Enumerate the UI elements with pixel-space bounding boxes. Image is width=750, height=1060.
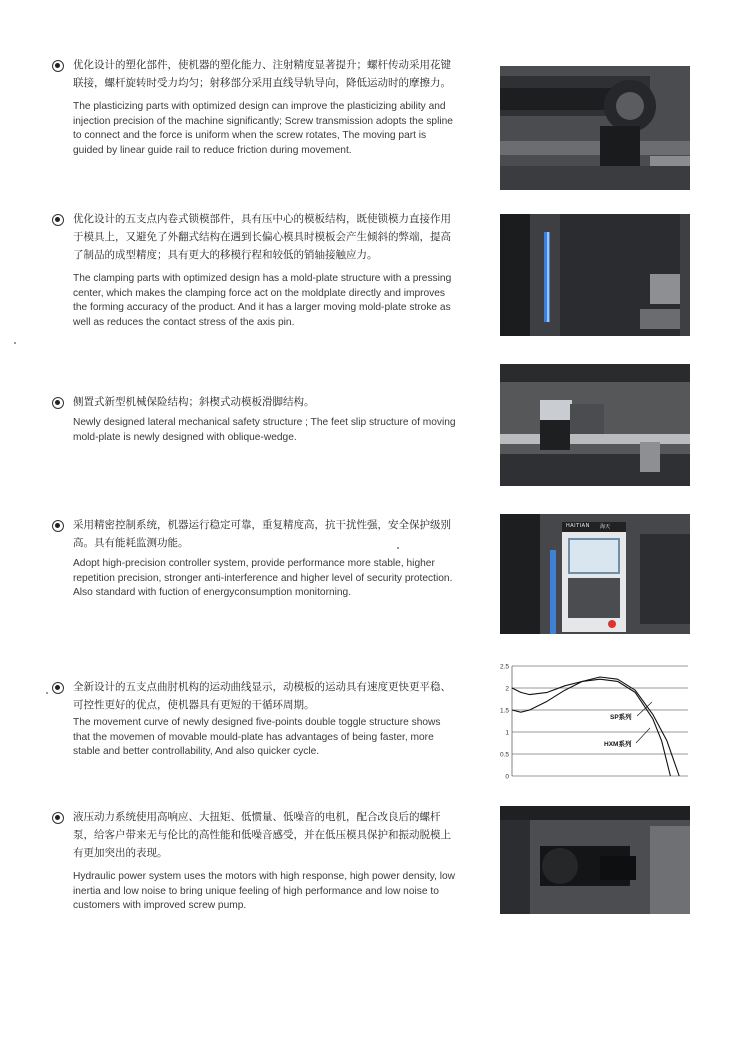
bullet-icon — [52, 214, 64, 226]
feature-en-text: The movement curve of newly designed five-points double toggle structure shows that the movemen of movable mould-plate has advantages of being faster, more stable and better controllability, And also quicker cycle. — [73, 717, 441, 757]
panel-brand-cn-label: 海天 — [600, 524, 611, 530]
y-tick-label: 1.5 — [499, 707, 509, 715]
feature-en-text: Adopt high-precision controller system, provide performance more stable, higher repetition precision, stronger anti-interference and higher level of security protection. Also standard with fuction of energyconsumption monitorning. — [73, 558, 453, 598]
bullet-icon — [52, 812, 64, 824]
feature-cn-text: 侧置式新型机械保险结构；斜楔式动模板滑脚结构。 — [73, 396, 315, 408]
feature-en-text: The clamping parts with optimized design has a mold-plate structure with a pressing center, which makes the clamping force act on the moldplate directly and improves the forming accuracy of the product. And it has a larger moving mold-plate stroke as well as reduces the contact stress of the axis pin. — [73, 273, 452, 328]
controller-photo — [500, 514, 690, 634]
movement-curve-chart — [492, 658, 692, 786]
bullet-icon — [52, 682, 64, 694]
panel-brand-label: HAITIAN — [566, 523, 590, 529]
plasticizing-unit-photo — [500, 66, 690, 190]
feature-en-text: The plasticizing parts with optimized design can improve the plasticizing ability and injection precision of the machine significantly; Screw transmission adopts the spline to connect and the force is uniform when the screw rotates, The moving part is guided by linear guide rail to reduce friction during movement. — [73, 101, 453, 156]
feature-cn-text: 优化设计的五支点内卷式锁模部件，具有压中心的模板结构，既使锁模力直接作用于模具上，又避免了外翻式结构在遇到长偏心模具时模板会产生倾斜的弊端，提高了制品的成型精度；具有更大的移模行程和较低的销轴接触应力。 — [73, 213, 451, 261]
safety-structure-photo — [500, 364, 690, 486]
y-tick-label: 2.5 — [499, 663, 509, 671]
series-line-sp — [512, 679, 670, 776]
feature-en-text: Hydraulic power system uses the motors with high response, high power density, low inertia and low noise to bring unique feeling of high performance and low noise to customers with improved screw pump. — [73, 871, 456, 911]
scan-speck — [46, 692, 48, 694]
annotation-leader — [636, 728, 650, 743]
y-tick-label: 2 — [505, 685, 509, 693]
clamping-unit-photo — [500, 214, 690, 336]
feature-en-text: Newly designed lateral mechanical safety structure ; The feet slip structure of moving mold-plate is newly designed with oblique-wedge. — [73, 417, 456, 443]
bullet-icon — [52, 397, 64, 409]
scan-speck — [14, 342, 16, 344]
feature-cn-text: 采用精密控制系统，机器运行稳定可靠，重复精度高，抗干扰性强，安全保护级别高。具有能耗监测功能。 — [73, 519, 451, 549]
series-line-hxm — [512, 677, 679, 776]
y-tick-label: 1 — [505, 729, 509, 737]
bullet-icon — [52, 520, 64, 532]
feature-cn-text: 全新设计的五支点曲肘机构的运动曲线显示，动模板的运动具有速度更快更平稳、可控性更好的优点，使机器具有更短的干循环周期。 — [73, 681, 451, 711]
feature-cn-text: 液压动力系统使用高响应、大扭矩、低惯量、低噪音的电机，配合改良后的螺杆泵，给客户带来无与伦比的高性能和低噪音感受，并在低压模具保护和振动脱模上有更加突出的表现。 — [73, 811, 451, 859]
y-tick-label: 0.5 — [499, 751, 509, 759]
hydraulic-power-photo — [500, 806, 690, 914]
scan-speck — [397, 547, 399, 549]
y-tick-label: 0 — [505, 773, 509, 781]
bullet-icon — [52, 60, 64, 72]
feature-cn-text: 优化设计的塑化部件，使机器的塑化能力、注射精度显著提升；螺杆传动采用花键联接，螺杆旋转时受力均匀；射移部分采用直线导轨导向，降低运动时的摩擦力。 — [73, 59, 451, 89]
series-label-sp: SP系列 — [610, 714, 632, 721]
series-label-hxm: HXM系列 — [604, 741, 632, 748]
